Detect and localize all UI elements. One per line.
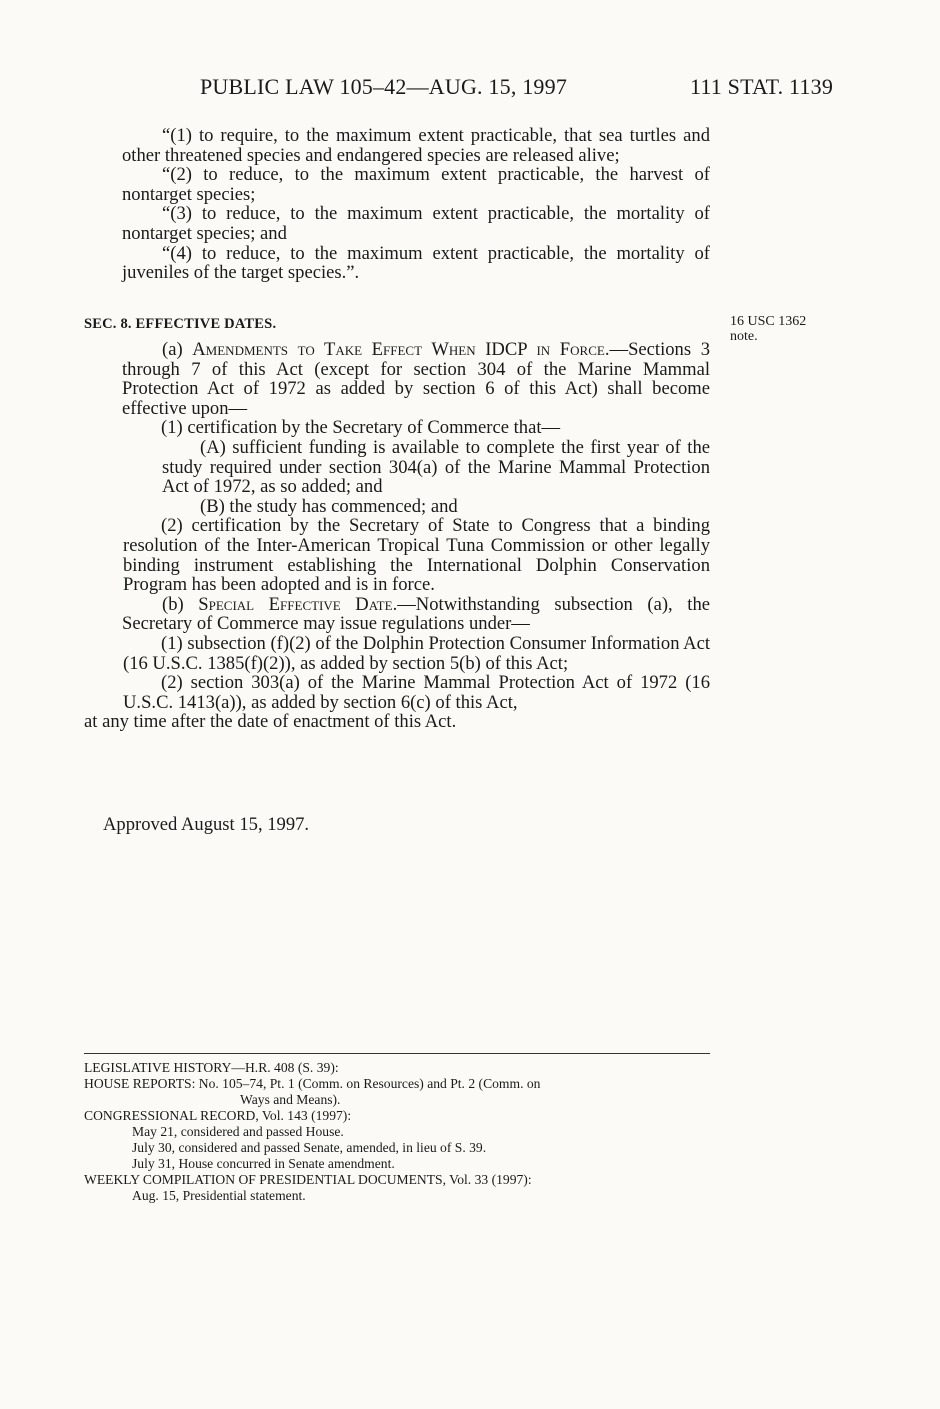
subsection-b — [84, 595, 710, 634]
quoted-paragraph-4: “(4) to reduce, to the maximum extent practicable, the mortality of juveniles of the target species.”. — [122, 242, 710, 284]
congressional-record-item: May 21, considered and passed House. — [132, 1124, 344, 1139]
quoted-paragraph-2: “(2) to reduce, to the maximum extent practicable, the harvest of nontarget species; — [122, 164, 710, 205]
page-header — [0, 74, 940, 104]
weekly-compilation-item: Aug. 15, Presidential statement. — [132, 1188, 306, 1203]
closing-clause: at any time after the date of enactment of this Act. — [84, 711, 457, 733]
congressional-record-item: July 30, considered and passed Senate, amended, in lieu of S. 39. — [132, 1140, 487, 1155]
subsection-a-text: .—Sections 3 through 7 of this Act (except for section 304 of the Marine Mammal Protection Act of 1972 as added by section 6 of this Act) shall become effective upon— — [122, 339, 710, 419]
subsection-a-label: (a) — [162, 339, 193, 360]
approval-date: Approved August 15, 1997. — [103, 814, 310, 835]
margin-note-suffix: note. — [730, 329, 758, 344]
legislative-history — [84, 1060, 710, 1204]
section-heading: SEC. 8. EFFECTIVE DATES. — [84, 316, 277, 332]
congressional-record-item: July 31, House concurred in Senate amendment. — [132, 1156, 395, 1171]
legislative-history-rule — [84, 1053, 710, 1054]
subsection-b-text: .—Notwithstanding subsection (a), the Secretary of Commerce may issue regulations under— — [122, 593, 710, 635]
house-reports: HOUSE REPORTS: No. 105–74, Pt. 1 (Comm. on Resources) and Pt. 2 (Comm. on — [84, 1076, 541, 1091]
paragraph-b1: (1) subsection (f)(2) of the Dolphin Protection Consumer Information Act (16 U.S.C. 1385(f)(2)), as added by section 5(b) of this Act; — [123, 632, 710, 674]
paragraph-b2: (2) section 303(a) of the Marine Mammal Protection Act of 1972 (16 U.S.C. 1413(a)), as added by section 6(c) of this Act, — [123, 672, 710, 713]
subsection-a — [84, 340, 710, 418]
margin-note-citation: 16 USC 1362 — [730, 314, 807, 329]
quoted-paragraph-1: “(1) to require, to the maximum extent practicable, that sea turtles and other threatened species and endangered species are released alive; — [122, 125, 710, 166]
subsection-b-caption: Special Effective Date — [198, 593, 393, 615]
weekly-compilation: WEEKLY COMPILATION OF PRESIDENTIAL DOCUMENTS, Vol. 33 (1997): — [84, 1172, 532, 1187]
house-reports-continued: Ways and Means). — [240, 1092, 341, 1107]
paragraph-a1: (1) certification by the Secretary of Commerce that— — [161, 417, 561, 439]
statute-page-number: 111 STAT. 1139 — [690, 74, 834, 99]
running-head-title: PUBLIC LAW 105–42—AUG. 15, 1997 — [200, 74, 568, 99]
subparagraph-a1B: (B) the study has commenced; and — [200, 495, 458, 517]
paragraph-a2: (2) certification by the Secretary of State to Congress that a binding resolution of the Inter-American Tropical Tuna Commission or other legally binding instrument establishing the International Dolphin Conservation Program has been adopted and is in force. — [123, 515, 710, 596]
subsection-b-label: (b) — [162, 593, 199, 615]
margin-note — [730, 314, 840, 344]
subsection-a-caption: Amendments to Take Effect When IDCP in Force — [192, 339, 605, 360]
subparagraph-a1A: (A) sufficient funding is available to complete the first year of the study required under section 304(a) of the Marine Mammal Protection Act of 1972, as so added; and — [162, 436, 710, 498]
quoted-amendment-text — [84, 126, 710, 283]
congressional-record: CONGRESSIONAL RECORD, Vol. 143 (1997): — [84, 1108, 352, 1123]
quoted-paragraph-3: “(3) to reduce, to the maximum extent practicable, the mortality of nontarget species; and — [122, 203, 710, 244]
legislative-history-title: LEGISLATIVE HISTORY—H.R. 408 (S. 39): — [84, 1060, 339, 1075]
section-body — [84, 340, 710, 732]
